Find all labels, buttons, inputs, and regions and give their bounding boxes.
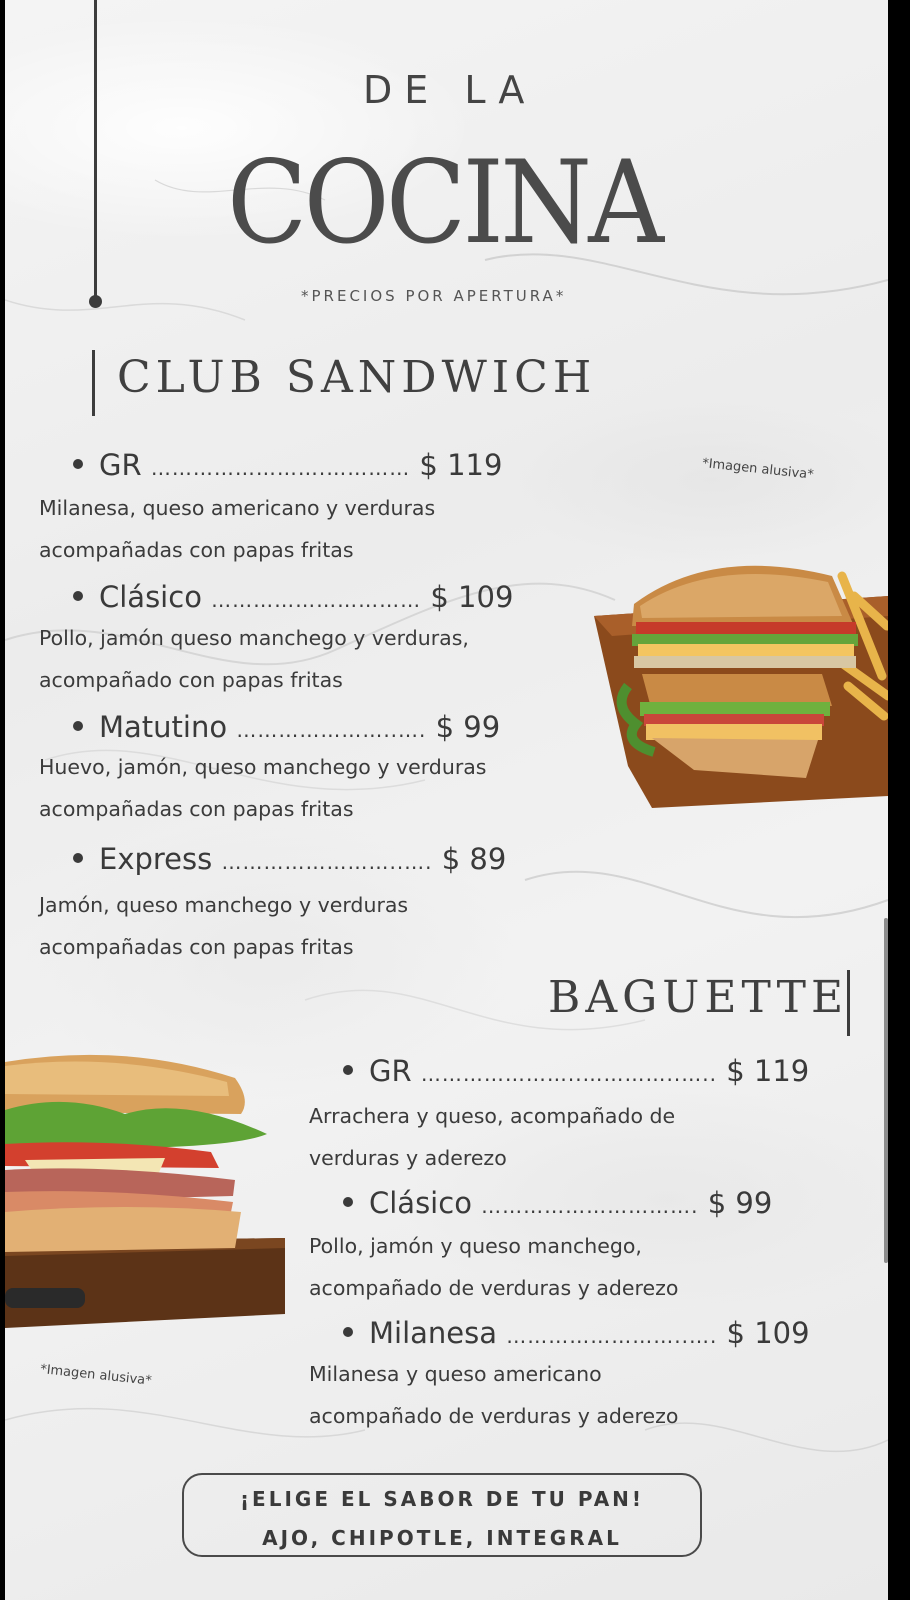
title-rule-dot [89,295,102,308]
menu-item-club-matutino: Matutino …………………..…. $ 99 [73,710,500,744]
item-description: Arrachera y queso, acompañado de [309,1104,676,1128]
item-description: acompañadas con papas fritas [39,797,354,821]
baguette-image [5,1052,290,1332]
item-description: Milanesa y queso americano [309,1362,602,1386]
bullet-icon [73,459,83,469]
bread-choice-title: ¡ELIGE EL SABOR DE TU PAN! [239,1487,645,1511]
item-description: Milanesa, queso americano y verduras [39,496,436,520]
item-description: verduras y aderezo [309,1146,507,1170]
bullet-icon [73,853,83,863]
bullet-icon [343,1065,353,1075]
menu-item-club-clasico: Clásico ………………………… $ 109 [73,580,513,614]
image-note-club: *Imagen alusiva* [701,456,815,483]
scrollbar[interactable] [884,918,888,1263]
item-description: acompañado de verduras y aderezo [309,1276,679,1300]
page-title: COCINA [227,136,661,269]
menu-item-baguette-gr: GR …………………..…………..….. $ 119 [343,1054,809,1088]
menu-item-baguette-clasico: Clásico …………………………. $ 99 [343,1186,772,1220]
item-description: Pollo, jamón y queso manchego, [309,1234,642,1258]
item-description: Pollo, jamón queso manchego y verduras, [39,626,469,650]
bullet-icon [343,1327,353,1337]
item-description: acompañado con papas fritas [39,668,343,692]
item-description: acompañado de verduras y aderezo [309,1404,679,1428]
menu-item-club-express: Express ……………………..…. $ 89 [73,842,506,876]
price-note: *PRECIOS POR APERTURA* [301,287,567,305]
item-description: acompañadas con papas fritas [39,538,354,562]
item-description: acompañadas con papas fritas [39,935,354,959]
bread-choice-box [182,1473,702,1557]
menu-item-club-gr: GR …………………….………… $ 119 [73,448,502,482]
title-rule [94,0,97,300]
club-heading-rule [92,350,95,416]
item-description: Huevo, jamón, queso manchego y verduras [39,755,487,779]
club-sandwich-image [592,556,888,812]
title-prefix: DE LA [363,68,537,112]
section-title-club: CLUB SANDWICH [117,352,597,403]
bullet-icon [343,1197,353,1207]
item-description: Jamón, queso manchego y verduras [39,893,409,917]
bullet-icon [73,591,83,601]
menu-page [5,0,888,1600]
menu-item-baguette-milanesa: Milanesa ……………………..…. $ 109 [343,1316,810,1350]
bullet-icon [73,721,83,731]
section-title-baguette: BAGUETTE [548,972,849,1023]
image-note-baguette: *Imagen alusiva* [39,1362,153,1389]
bread-choice-options: AJO, CHIPOTLE, INTEGRAL [262,1526,622,1550]
